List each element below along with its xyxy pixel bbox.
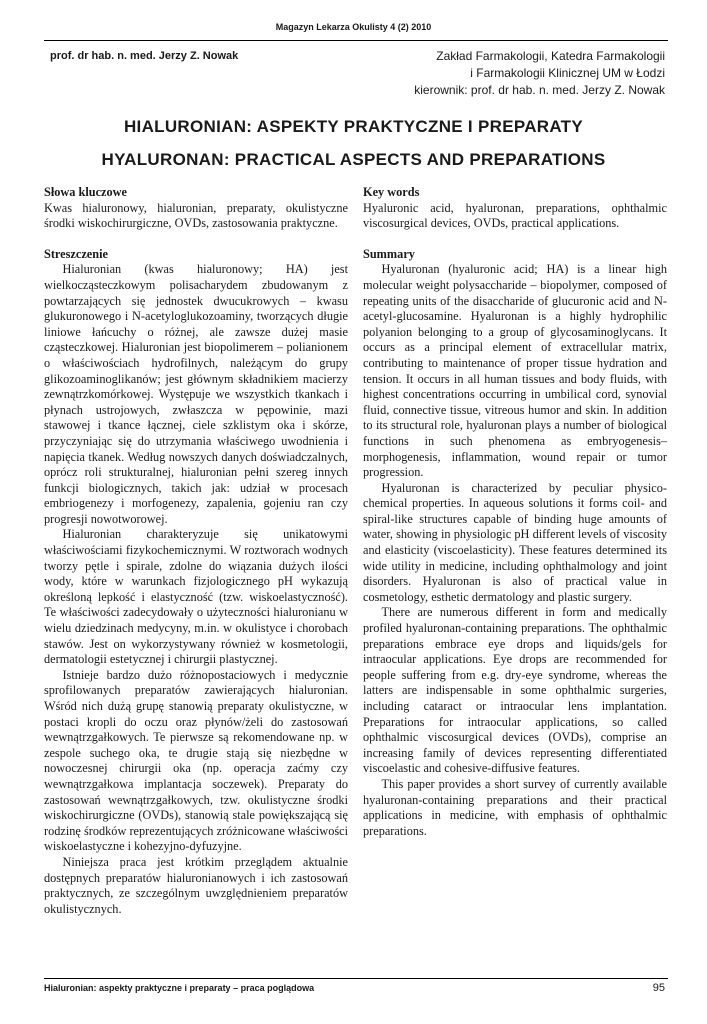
- running-title: Hialuronian: aspekty praktyczne i preparaty – praca poglądowa: [44, 983, 315, 993]
- keywords-heading: Key words: [363, 185, 420, 199]
- keywords-text: Kwas hialuronowy, hialuronian, preparaty, okulistyczne środki wiskochirurgiczne, OVDs, zastosowania praktyczne.: [44, 200, 348, 231]
- abstract-paragraph: Hialuronian (kwas hialuronowy; HA) jest wielkocząsteczkowym polisacharydem zbudowanym z powtarzających się jednostek dwucukrowych – kwasu glukuronowego i N-acetyloglukozoaminy, tworzących długie liniowe łańcuchy o różnej, ale zawsze dużej masie cząsteczkowej. Hialuronian jest biopolimerem – polianionem o właściwościach hydrofilnych, należącym do grupy glikozoaminoglikanów; jest głównym składnikiem macierzy zewnątrzkomórkowej. Występuje we wszystkich tkankach i płynach ustrojowych, zwłaszcza w pępowinie, mazi stawowej i tkance łącznej, ciele szklistym oka i skórze, przyczyniając się do utrzymania właściwego uwodnienia i napięcia tkanek. Według nowszych danych doświadczalnych, oprócz roli strukturalnej, hialuronian pełni szereg innych funkcji biologicznych, takich jak: udział w procesach embriogenezy i morfogenezy, zapalenia, gojeniu ran czy progresji nowotworowej.: [44, 262, 348, 526]
- summary-heading: Summary: [363, 246, 415, 261]
- summary-paragraph: This paper provides a short survey of currently available hyaluronan-containing preparations and their practical applications in medicine, with emphasis of ophthalmic preparations.: [363, 776, 667, 838]
- page-number: 95: [652, 982, 665, 994]
- summary-paragraph: Hyaluronan (hyaluronic acid; HA) is a linear high molecular weight polysaccharide – biopolymer, composed of repeating units of the disaccharide of glucuronic acid and N-acetyl-glucosamine. Hyaluronan is a highly hydrophilic polyanion belonging to a group of glycosaminoglycans. It occurs as a principal element of extracellular matrix, contributing to maintenance of proper tissue hydration and tension. It occurs in all human tissues and body fluids, with highest concentrations occurring in umbilical cord, synovial fluid, connective tissue, vitreous humor and skin. In addition to its structural role, hyaluronan plays a number of biological functions in such phenomena as embryogenesis–morphogenesis, inflammation, wound repair or tumor progression.: [363, 262, 667, 480]
- keywords-text: Hyaluronic acid, hyaluronan, preparations, ophthalmic viscosurgical devices, OVDs, practical applications.: [363, 200, 667, 231]
- journal-header: Magazyn Lekarza Okulisty 4 (2) 2010: [275, 22, 432, 32]
- english-column: [363, 185, 667, 839]
- affiliation-line: Zakład Farmakologii, Katedra Farmakologii: [436, 49, 665, 63]
- abstract-paragraph: Niniejsza praca jest krótkim przeglądem aktualnie dostępnych preparatów hialuronianowych i ich zastosowań praktycznych, ze szczególnym uwzględnieniem preparatów okulistycznych.: [44, 854, 348, 916]
- footer-divider: [44, 978, 668, 979]
- title-english: HYALURONAN: PRACTICAL ASPECTS AND PREPARATIONS: [101, 150, 606, 169]
- keywords-heading: Słowa kluczowe: [44, 185, 128, 199]
- title-polish: HIALURONIAN: ASPEKTY PRAKTYCZNE I PREPARATY: [123, 117, 584, 136]
- abstract-paragraph: Hialuronian charakteryzuje się unikatowymi właściwościami fizykochemicznymi. W roztworach wodnych tworzy pętle i spirale, zdolne do wiązania dużych ilości wody, które w warunkach fizjologicznego pH wykazują określoną lepkość i elastyczność (tzw. wiskoelastyczność). Te właściwości zadecydowały o użyteczności hialuronianu w wielu dziedzinach medycyny, m.in. w okulistyce i chorobach stawów. Jest on wykorzystywany również w kosmetologii, dermatologii estetycznej i chirurgii plastycznej.: [44, 527, 348, 667]
- summary-paragraph: There are numerous different in form and medically profiled hyaluronan-containing preparations. The ophthalmic preparations embrace eye drops and liquids/gels for intraocular applications. Eye drops are recommended for people suffering from e.g. dry-eye syndrome, whereas the latters are indispensable in some ophthalmic surgeries, including cataract or intraocular lens implantation. Preparations for intraocular applications, so called ophthalmic viscosurgical devices (OVDs), comprise an increasing family of devices representing differentiated viscoelastic and cohesive-diffusive features.: [363, 605, 667, 776]
- polish-column: [44, 185, 348, 917]
- author-affiliation: [414, 48, 665, 99]
- affiliation-line: i Farmakologii Klinicznej UM w Łodzi: [470, 66, 665, 80]
- affiliation-line: kierownik: prof. dr hab. n. med. Jerzy Z. Nowak: [414, 83, 665, 97]
- header-divider: [44, 40, 668, 41]
- abstract-heading: Streszczenie: [44, 246, 108, 261]
- summary-paragraph: Hyaluronan is characterized by peculiar physico-chemical properties. In aqueous solutions it forms coil- and spiral-like structures capable of binding huge amounts of water, showing in physiologic pH different levels of viscosity and elasticity (viscoelasticity). These features determined its wide utility in medicine, including ophthalmology and joint disorders. Hyaluronan is also of practical value in cosmetology, esthetic dermatology and plastic surgery.: [363, 480, 667, 604]
- author-name: prof. dr hab. n. med. Jerzy Z. Nowak: [50, 50, 239, 62]
- abstract-paragraph: Istnieje bardzo dużo różnopostaciowych i medycznie sprofilowanych preparatów zawierających hialuronian. Wśród nich dużą grupę stanowią preparaty okulistyczne, w postaci kropli do oczu oraz płynów/żeli do zastosowań wewnątrzgałkowych. Te pierwsze są rekomendowane np. w zespole suchego oka, te drugie stają się niezbędne w nowoczesnej chirurgii oka (np. operacja zaćmy czy wewnątrzgałkowa implantacja soczewek). Preparaty do zastosowań wewnątrzgałkowych, tzw. okulistyczne środki wiskochirurgiczne (OVDs), stanowią stale powiększającą się rodzinę środków reprezentujących zróżnicowane właściwości wiskoelastyczne i kohezyjno-dyfuzyjne.: [44, 667, 348, 854]
